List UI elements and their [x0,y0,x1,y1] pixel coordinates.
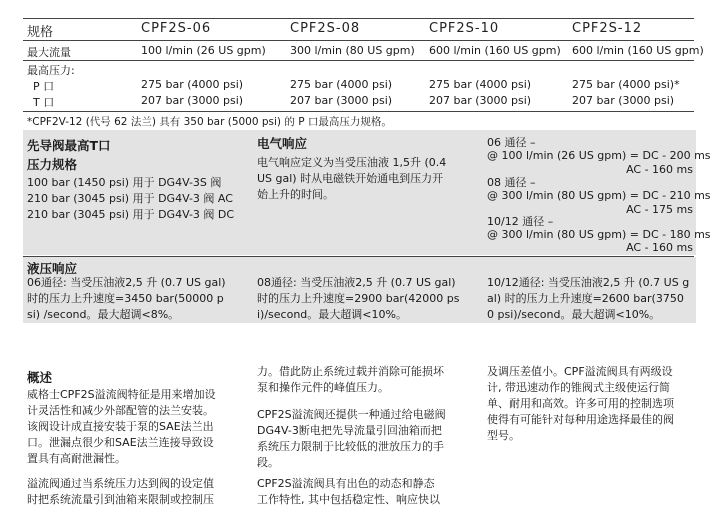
overview-line: 使得有可能针对每种用途选择最佳的阀 [487,413,674,426]
g1012-dc: @ 300 l/min (80 US gpm) = DC - 180 ms [487,228,711,241]
p-port-12: 275 bar (4000 psi)* [572,78,680,91]
g06-title: 06 通径 – [487,136,536,149]
overview-line: 威格士CPF2S溢流阀特征是用来增加设 [27,388,216,401]
pilot-line-2: 210 bar (3045 psi) 用于 DG4V-3 阀 AC [27,192,233,205]
overview-line: DG4V-3断电把先导流量引回油箱而把 [257,424,442,437]
t-port-06: 207 bar (3000 psi) [141,94,244,107]
max-flow-10: 600 l/min (160 US gpm) [429,44,561,57]
electrical-lines [257,155,446,203]
t-port-10: 207 bar (3000 psi) [429,94,532,107]
overview-col3-a [487,364,674,444]
hydraulic-col2-line: 时的压力上升速度=2900 bar(42000 ps [257,292,460,305]
g1012-ac: AC - 160 ms [626,241,693,254]
pilot-subtitle: 压力规格 [27,157,78,172]
hydraulic-col2-line: 08通径: 当受压油液2,5 升 (0.7 US gal) [257,276,456,289]
hydraulic-col1 [27,275,226,323]
hydraulic-col2 [257,275,459,323]
row-rule [23,60,694,61]
electrical-line-1: 电气响应定义为当受压油液 1,5升 (0.4 [257,156,447,169]
model-12: CPF2S-12 [572,21,643,36]
max-flow-06: 100 l/min (26 US gpm) [141,44,266,57]
g06-dc: @ 100 l/min (26 US gpm) = DC - 200 ms [487,149,711,162]
overview-line: CPF2S溢流阀还提供一种通过给电磁阀 [257,408,446,421]
overview-line: 该阀设计成直接安装于泵的SAE法兰出 [27,420,214,433]
electrical-title: 电气响应 [257,136,308,151]
p-port-label: P 口 [33,80,55,93]
overview-line: 力。借此防止系统过载并消除可能损坏 [257,365,444,378]
overview-col1-b [27,476,214,508]
table-bottom-rule [23,111,694,112]
hydraulic-col3-line: al) 时的压力上升速度=2600 bar(3750 [487,292,684,305]
overview-line: 溢流阀通过当系统压力达到阀的设定值 [27,477,214,490]
pilot-title: 先导阀最高T口 [27,138,111,153]
electrical-line-2: US gal) 时从电磁铁开始通电到压力开 [257,172,444,185]
hydraulic-col3-line: 0 psi)/second。最大超调<10%。 [487,308,661,321]
hydraulic-title: 液压响应 [27,261,78,276]
g08-dc: @ 300 l/min (80 US gpm) = DC - 210 ms [487,189,711,202]
p-port-10: 275 bar (4000 psi) [429,78,532,91]
overview-line: CPF2S溢流阀具有出色的动态和静态 [257,477,435,490]
overview-line: 置具有高耐泄漏性。 [27,452,126,465]
pilot-line-1: 100 bar (1450 psi) 用于 DG4V-3S 阀 [27,176,222,189]
pilot-line-3: 210 bar (3045 psi) 用于 DG4V-3 阀 DC [27,208,235,221]
table-header-rule [23,40,694,41]
overview-col2-c [257,476,440,508]
overview-line: 计, 带迅速动作的锥阀式主级使运行简 [487,381,670,394]
hydraulic-col3 [487,275,689,323]
overview-line: 泵和操作元件的峰值压力。 [257,381,389,394]
overview-col2-a [257,364,444,396]
table-footnote: *CPF2V-12 (代号 62 法兰) 具有 350 bar (5000 psi) 的 P 口最高压力规格。 [27,116,392,128]
p-port-08: 275 bar (4000 psi) [290,78,393,91]
hydraulic-col1-line: 时的压力上升速度=3450 bar(50000 p [27,292,224,305]
model-10: CPF2S-10 [429,21,500,36]
model-06: CPF2S-06 [141,21,212,36]
hydraulic-col2-line: i)/second。最大超调<10%。 [257,308,407,321]
p-port-06: 275 bar (4000 psi) [141,78,244,91]
model-08: CPF2S-08 [290,21,361,36]
table-top-rule [23,18,694,19]
g06-ac: AC - 160 ms [626,163,693,176]
overview-title: 概述 [27,370,53,385]
g08-title: 08 通径 – [487,176,536,189]
max-flow-label: 最大流量 [27,46,71,59]
overview-line: 系统压力限制于比较低的泄放压力的手 [257,440,444,453]
overview-col2-b [257,407,446,471]
t-port-12: 207 bar (3000 psi) [572,94,675,107]
overview-line: 计灵活性和减少外部配管的法兰安装。 [27,404,214,417]
t-port-label: T 口 [33,96,55,109]
max-pressure-label: 最高压力: [27,64,75,77]
pilot-lines [27,175,234,223]
g1012-title: 10/12 通径 – [487,215,554,228]
max-flow-08: 300 l/min (80 US gpm) [290,44,415,57]
overview-line: 工作特性, 其中包括稳定性、响应快以 [257,493,440,506]
overview-line: 及调压差值小。CPF溢流阀具有两级设 [487,365,673,378]
overview-line: 段。 [257,456,279,469]
overview-line: 单、耐用和高效。许多可用的控制选项 [487,397,674,410]
g08-ac: AC - 175 ms [626,203,693,216]
electrical-line-3: 始上升的时间。 [257,188,334,201]
overview-line: 口。泄漏点很少和SAE法兰连接导致设 [27,436,214,449]
hydraulic-col1-line: si) /second。最大超调<8%。 [27,308,180,321]
hydraulic-col1-line: 06通径: 当受压油液2,5 升 (0.7 US gal) [27,276,226,289]
overview-col1-a [27,387,216,467]
overview-line: 时把系统流量引到油箱来限制或控制压 [27,493,214,506]
spec-header-label: 规格 [27,25,54,40]
t-port-08: 207 bar (3000 psi) [290,94,393,107]
hydraulic-col3-line: 10/12通径: 当受压油液2,5 升 (0.7 US g [487,276,690,289]
max-flow-12: 600 l/min (160 US gpm) [572,44,704,57]
overview-line: 型号。 [487,429,520,442]
